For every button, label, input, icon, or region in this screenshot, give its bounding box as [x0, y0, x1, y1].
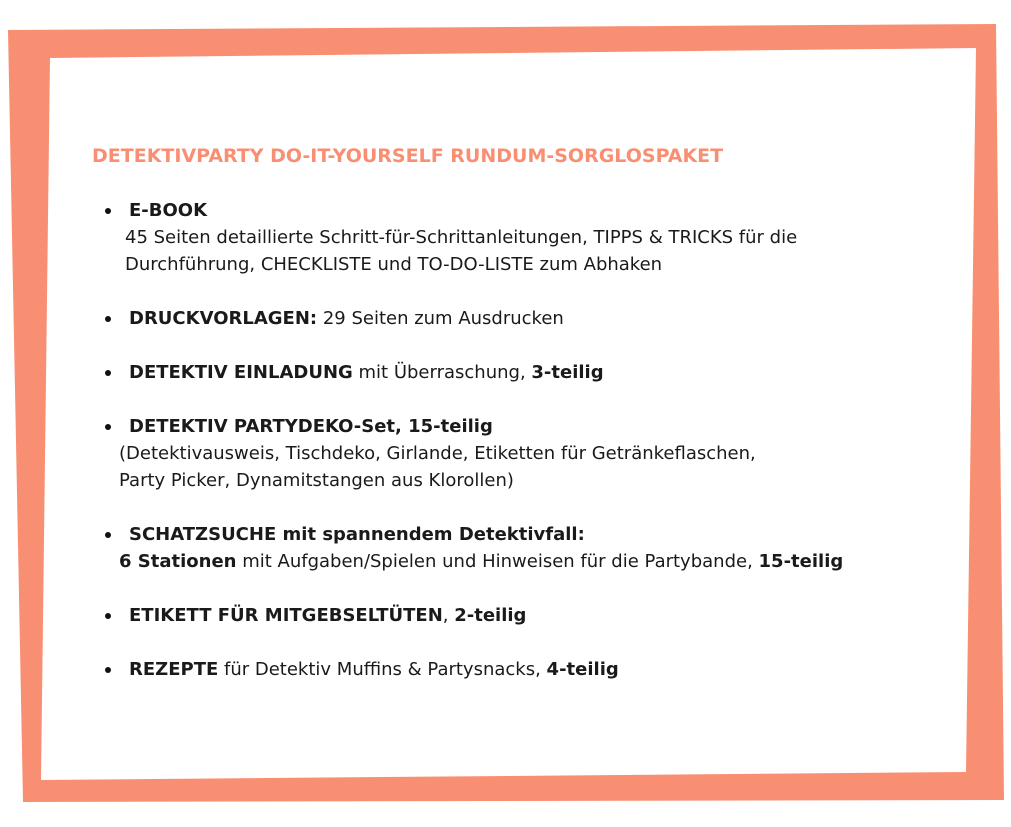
page-title: DETEKTIVPARTY DO-IT-YOURSELF RUNDUM-SORGLOSPAKET: [92, 145, 724, 167]
item-list: [92, 197, 972, 683]
item-description: für Detektiv Muffins & Partysnacks,: [218, 659, 547, 680]
item-heading: DETEKTIV PARTYDEKO-Set, 15-teilig: [129, 416, 493, 437]
item-count: 2-teilig: [454, 605, 527, 626]
item-description-line: Party Picker, Dynamitstangen aus Klorollen): [119, 470, 514, 491]
bullet-icon: [105, 316, 111, 322]
content: [92, 142, 972, 710]
item-description: ,: [442, 605, 455, 626]
item-heading: SCHATZSUCHE mit spannendem Detektivfall:: [129, 524, 585, 545]
list-item-rezepte: [92, 656, 972, 683]
item-heading: REZEPTE: [129, 659, 219, 680]
item-count: 3-teilig: [531, 362, 604, 383]
bullet-icon: [105, 424, 111, 430]
item-description-line: (Detektivausweis, Tischdeko, Girlande, Etiketten für Getränkeflaschen,: [119, 443, 756, 464]
bullet-icon: [105, 613, 111, 619]
list-item-druckvorlagen: [92, 305, 972, 332]
bullet-icon: [105, 370, 111, 376]
bullet-icon: [105, 532, 111, 538]
item-heading: ETIKETT FÜR MITGEBSELTÜTEN: [129, 605, 443, 626]
item-count: 15-teilig: [758, 551, 844, 572]
list-item-einladung: [92, 359, 972, 386]
item-description-line: [119, 548, 972, 575]
item-description: mit Überraschung,: [352, 362, 532, 383]
list-item-ebook: [92, 197, 972, 278]
bullet-icon: [105, 667, 111, 673]
item-heading: E-BOOK: [129, 200, 208, 221]
bullet-icon: [105, 208, 111, 214]
list-item-schatzsuche: [92, 521, 972, 575]
item-description-line: 45 Seiten detaillierte Schritt-für-Schrittanleitungen, TIPPS & TRICKS für die: [125, 227, 798, 248]
item-stations: 6 Stationen: [119, 551, 237, 572]
item-description: 29 Seiten zum Ausdrucken: [317, 308, 564, 329]
list-item-etikett: [92, 602, 972, 629]
item-description-line: Durchführung, CHECKLISTE und TO-DO-LISTE zum Abhaken: [125, 254, 663, 275]
list-item-partydeko: [92, 413, 972, 494]
item-heading: DRUCKVORLAGEN:: [129, 308, 318, 329]
item-description: mit Aufgaben/Spielen und Hinweisen für die Partybande,: [236, 551, 759, 572]
item-heading: DETEKTIV EINLADUNG: [129, 362, 353, 383]
item-count: 4-teilig: [546, 659, 619, 680]
